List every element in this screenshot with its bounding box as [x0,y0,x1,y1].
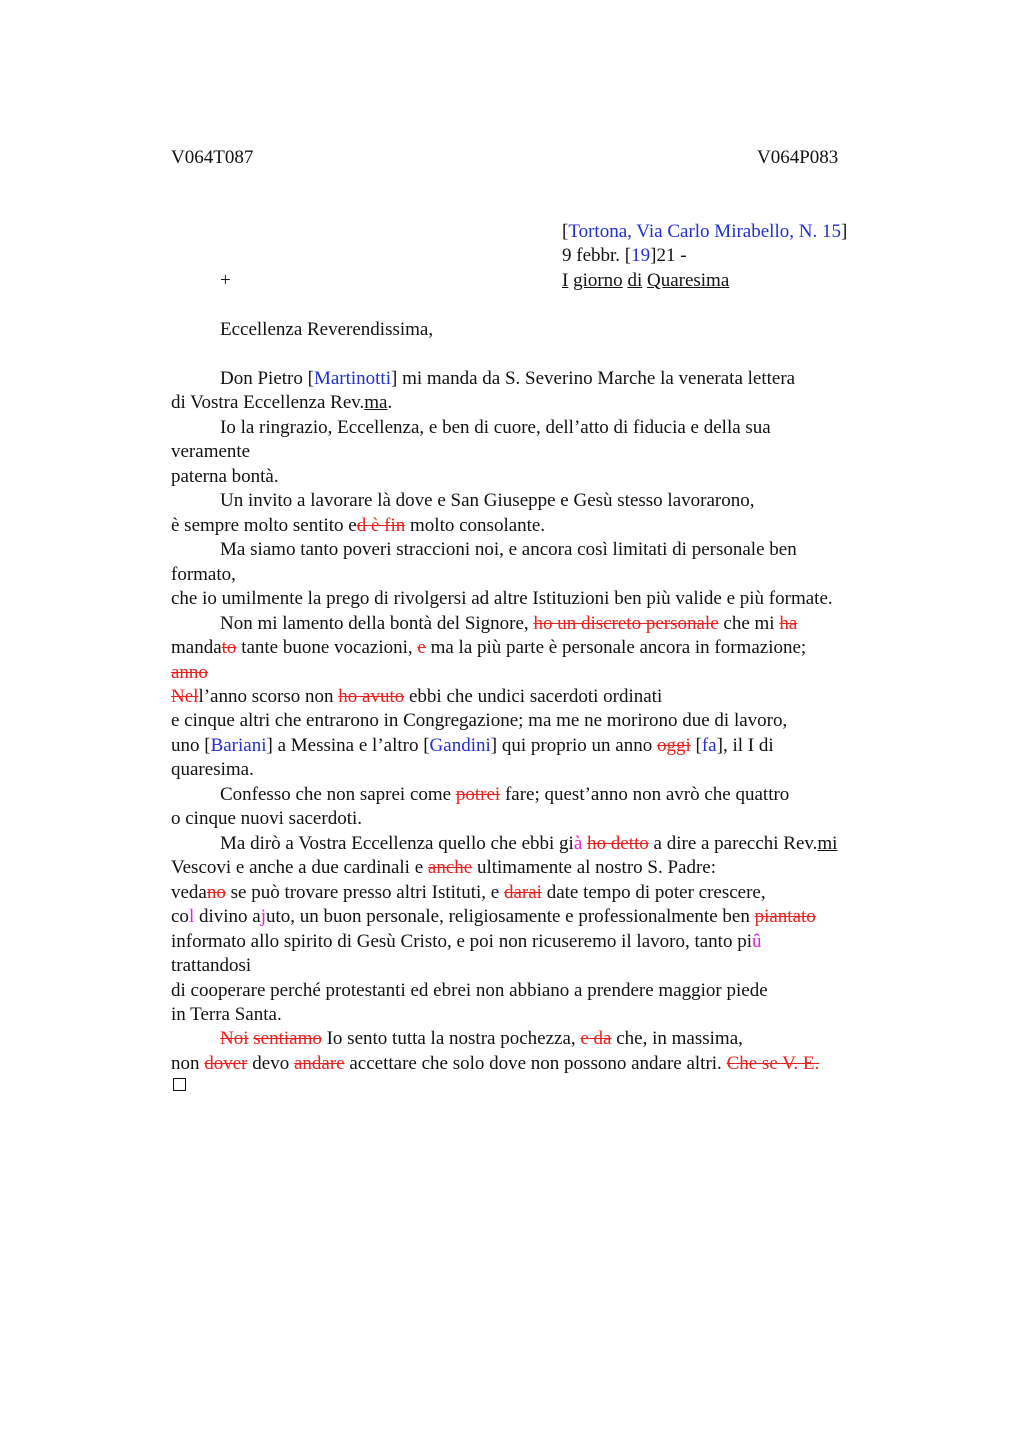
date-suffix: ]21 - [650,245,687,266]
text-line: Confesso che non saprei come potrei fare; quest’anno non avrò che quattro [220,784,790,805]
deletion: Noi [220,1028,249,1049]
header-right-code: V064P083 [757,147,839,168]
box-icon [173,1078,186,1091]
correction: l [188,906,195,927]
text-line: non dover devo andare accettare che solo dove non possono andare altri. Che se V. E. [171,1053,820,1074]
editorial-insert: fa [701,735,717,756]
deletion: oggi [657,735,691,756]
deletion: Nel [171,686,199,707]
deletion: andare [293,1053,345,1074]
text-line: Non mi lamento della bontà del Signore, ho un discreto personale che mi ha [220,613,798,634]
text-line: quaresima. [171,759,254,780]
text-line: mandato tante buone vocazioni, e ma la più parte è personale ancora in formazione; [171,637,807,658]
deletion: ha [779,613,798,634]
dateline-day [562,269,729,293]
correction: û [751,931,762,952]
text-line: paterna bontà. [171,466,279,487]
text-line: di cooperare perché protestanti ed ebrei non abbiano a prendere maggior piede [171,980,768,1001]
deletion: d è fin [356,515,406,536]
deletion: piantato [754,906,816,927]
deletion: Che se V. E. [726,1053,820,1074]
text-line: di Vostra Eccellenza Rev.ma. [171,392,393,413]
deletion: to [221,637,237,658]
text-line: col divino ajuto, un buon personale, religiosamente e professionalmente ben piantato [171,906,816,927]
text-line: Ma siamo tanto poveri straccioni noi, e ancora così limitati di personale ben [220,539,797,560]
deletion: ho detto [587,833,649,854]
day-word: Quaresima [646,270,730,291]
deletion: e [417,637,426,658]
correction: à [573,833,583,854]
salutation: Eccellenza Reverendissima, [220,319,434,340]
day-word: giorno [573,270,623,291]
text-line: è sempre molto sentito ed è fin molto consolante. [171,515,546,536]
dateline-date [562,244,687,268]
text-line: o cinque nuovi sacerdoti. [171,808,363,829]
text-line: formato, [171,564,236,585]
dateline-place: [Tortona, Via Carlo Mirabello, N. 15] [562,221,848,242]
text-line: vedano se può trovare presso altri Istituti, e darai date tempo di poter crescere, [171,882,766,903]
text-line: uno [Bariani] a Messina e l’altro [Gandini] qui proprio un anno oggi [fa], il I di [171,735,774,756]
day-word: di [627,270,643,291]
deletion: ho avuto [338,686,405,707]
place-text: Tortona, Via Carlo Mirabello, N. 15 [568,221,841,242]
editorial-insert: Bariani [210,735,267,756]
correction: j [260,906,266,927]
text-line: e cinque altri che entrarono in Congregazione; ma me ne morirono due di lavoro, [171,710,788,731]
text-line: Io la ringrazio, Eccellenza, e ben di cuore, dell’atto di fiducia e della sua [220,417,771,438]
text-line: che io umilmente la prego di rivolgersi ad altre Istituzioni ben più valide e più formate. [171,588,833,609]
text-line: Don Pietro [Martinotti] mi manda da S. Severino Marche la venerata lettera [220,368,796,389]
deletion: sentiamo [253,1028,322,1049]
editorial-insert: Gandini [429,735,491,756]
editorial-insert: Martinotti [313,368,391,389]
text-line: Ma dirò a Vostra Eccellenza quello che ebbi già ho detto a dire a parecchi Rev.mi [220,833,838,854]
deletion: no [206,882,226,903]
date-year: 19 [631,245,651,266]
day-word: I [562,270,569,291]
deletion-line: anno [171,662,208,683]
text-line: in Terra Santa. [171,1004,282,1025]
deletion: dover [204,1053,248,1074]
deletion: potrei [455,784,501,805]
text-line: Vescovi e anche a due cardinali e anche ultimamente al nostro S. Padre: [171,857,717,878]
deletion: e da [580,1028,612,1049]
date-prefix: 9 febbr. [ [562,245,632,266]
header-left-code: V064T087 [171,147,254,168]
deletion: darai [503,882,542,903]
deletion: anche [427,857,473,878]
cross-mark: + [220,270,231,291]
deletion: ho un discreto personale [533,613,719,634]
text-line: veramente [171,441,251,462]
text-line: Nell’anno scorso non ho avuto ebbi che undici sacerdoti ordinati [171,686,663,707]
text-line: Noi sentiamo Io sento tutta la nostra pochezza, e da che, in massima, [220,1028,743,1049]
text-line: Un invito a lavorare là dove e San Giuseppe e Gesù stesso lavorarono, [220,490,755,511]
text-line: informato allo spirito di Gesù Cristo, e poi non ricuseremo il lavoro, tanto piû [171,931,762,952]
text-line: trattandosi [171,955,252,976]
